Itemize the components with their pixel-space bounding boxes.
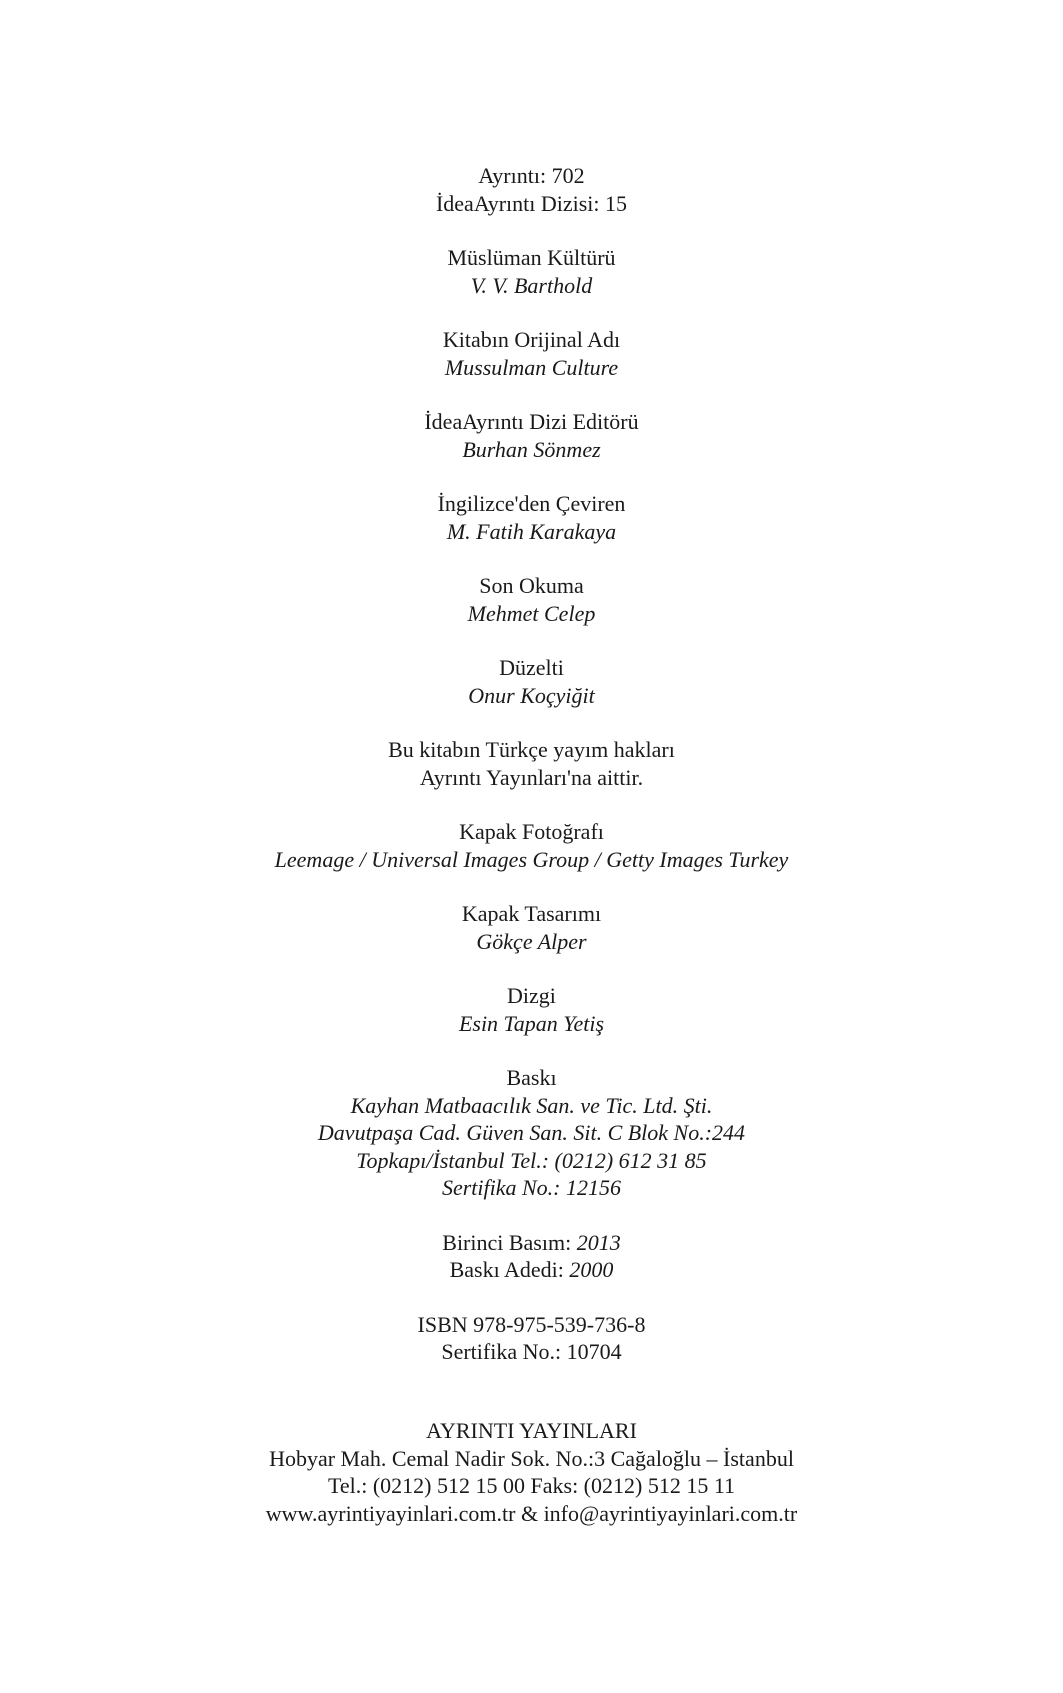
publisher-web: www.ayrintiyayinlari.com.tr & info@ayrintiyayinlari.com.tr: [265, 1500, 798, 1526]
printing-line: Kayhan Matbaacılık San. ve Tic. Ltd. Şti.: [350, 1092, 713, 1118]
cover-design-label: Kapak Tasarımı: [461, 901, 602, 926]
original-title-value: Mussulman Culture: [444, 354, 619, 380]
publisher-name: AYRINTI YAYINLARI: [426, 1418, 637, 1443]
cover-design-info: [0, 900, 1063, 955]
original-title-info: [0, 326, 1063, 381]
isbn: ISBN 978-975-539-736-8: [417, 1311, 646, 1337]
publisher-address: Hobyar Mah. Cemal Nadir Sok. No.:3 Cağaloğlu – İstanbul: [269, 1445, 794, 1471]
series-editor-label: İdeaAyrıntı Dizi Editörü: [424, 409, 639, 434]
correction-label: Düzelti: [499, 655, 564, 680]
edition-info: [0, 1229, 1063, 1284]
first-edition-value: 2013: [576, 1229, 621, 1255]
translator-label: İngilizce'den Çeviren: [437, 491, 626, 516]
series-editor-value: Burhan Sönmez: [462, 436, 601, 462]
publisher-phone: Tel.: (0212) 512 15 00 Faks: (0212) 512 15 11: [327, 1473, 736, 1498]
first-edition: [0, 1229, 1063, 1257]
printing-line: Sertifika No.: 12156: [441, 1175, 622, 1200]
print-count-label: Baskı Adedi:: [449, 1257, 564, 1282]
cover-photo-info: [0, 818, 1063, 873]
isbn-info: [0, 1311, 1063, 1366]
correction-value: Onur Koçyiğit: [468, 682, 595, 708]
book-info: [0, 244, 1063, 299]
original-title-label: Kitabın Orijinal Adı: [442, 327, 621, 352]
typesetting-info: [0, 982, 1063, 1037]
translator-info: [0, 490, 1063, 545]
series-info: [0, 162, 1063, 217]
series-subnumber: İdeaAyrıntı Dizisi: 15: [435, 190, 628, 216]
publisher-certificate: Sertifika No.: 10704: [441, 1339, 622, 1364]
first-edition-label: Birinci Basım:: [442, 1229, 572, 1255]
printing-line: Davutpaşa Cad. Güven San. Sit. C Blok No.:244: [317, 1120, 746, 1145]
translator-value: M. Fatih Karakaya: [446, 518, 617, 544]
printing-line: Topkapı/İstanbul Tel.: (0212) 612 31 85: [356, 1147, 707, 1173]
cover-photo-label: Kapak Fotoğrafı: [459, 819, 604, 844]
book-title: Müslüman Kültürü: [447, 245, 616, 270]
printing-label: Baskı: [506, 1065, 557, 1090]
final-reading-label: Son Okuma: [479, 573, 584, 598]
cover-design-value: Gökçe Alper: [476, 928, 587, 954]
correction-info: [0, 654, 1063, 709]
cover-photo-value: Leemage / Universal Images Group / Getty Images Turkey: [274, 846, 789, 872]
printing-info: [0, 1064, 1063, 1202]
print-count: [0, 1256, 1063, 1284]
series-number: Ayrıntı: 702: [478, 163, 585, 188]
publisher-info: [0, 1417, 1063, 1527]
rights-info: [0, 736, 1063, 791]
typesetting-label: Dizgi: [507, 983, 556, 1008]
colophon: [0, 162, 1063, 1393]
book-author: V. V. Barthold: [470, 272, 593, 298]
final-reading-value: Mehmet Celep: [467, 600, 596, 626]
print-count-value: 2000: [569, 1257, 614, 1282]
rights-line-1: Bu kitabın Türkçe yayım hakları: [388, 737, 675, 762]
typesetting-value: Esin Tapan Yetiş: [458, 1010, 605, 1036]
rights-line-2: Ayrıntı Yayınları'na aittir.: [419, 764, 644, 790]
final-reading-info: [0, 572, 1063, 627]
series-editor-info: [0, 408, 1063, 463]
